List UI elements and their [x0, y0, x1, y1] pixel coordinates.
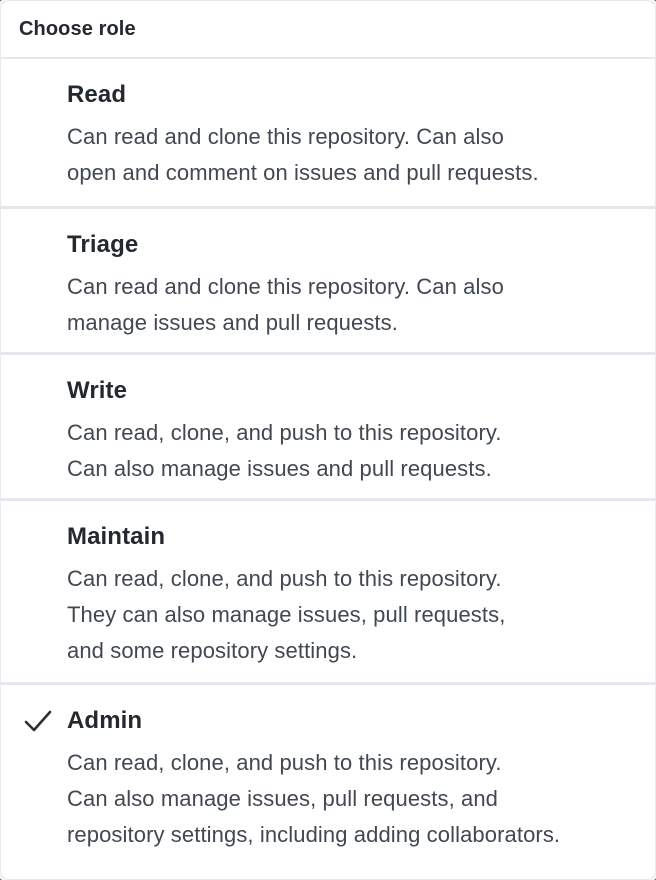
description-line: and some repository settings.: [67, 638, 358, 663]
description-line: open and comment on issues and pull requests.: [67, 160, 539, 185]
role-option-title: Write: [67, 377, 128, 404]
menu-item-triage[interactable]: [1, 206, 655, 352]
role-option-description: [67, 269, 631, 341]
description-line: Can read, clone, and push to this repository.: [67, 566, 502, 591]
description-line: Can read, clone, and push to this repository.: [67, 750, 502, 775]
role-option-title: Admin: [67, 707, 143, 734]
role-option-title: Triage: [67, 231, 139, 258]
menu-item-read[interactable]: [1, 59, 655, 206]
role-option-title: Maintain: [67, 523, 166, 550]
menu-item-write[interactable]: [1, 352, 655, 498]
role-option-description: [67, 745, 631, 853]
description-line: They can also manage issues, pull requests,: [67, 602, 506, 627]
description-line: Can read, clone, and push to this repository.: [67, 420, 502, 445]
role-option-title: Read: [67, 81, 127, 108]
description-line: repository settings, including adding collaborators.: [67, 822, 561, 847]
description-line: manage issues and pull requests.: [67, 310, 398, 335]
menu-header-title: Choose role: [1, 1, 655, 59]
role-option-description: [67, 561, 631, 669]
description-line: Can read and clone this repository. Can also: [67, 274, 504, 299]
role-option-description: [67, 415, 631, 487]
description-line: Can read and clone this repository. Can also: [67, 124, 504, 149]
description-line: Can also manage issues and pull requests.: [67, 456, 492, 481]
menu-item-admin[interactable]: [1, 682, 655, 880]
role-option-description: [67, 119, 631, 191]
menu-item-maintain[interactable]: [1, 498, 655, 682]
description-line: Can also manage issues, pull requests, and: [67, 786, 499, 811]
check-icon: [23, 708, 53, 734]
